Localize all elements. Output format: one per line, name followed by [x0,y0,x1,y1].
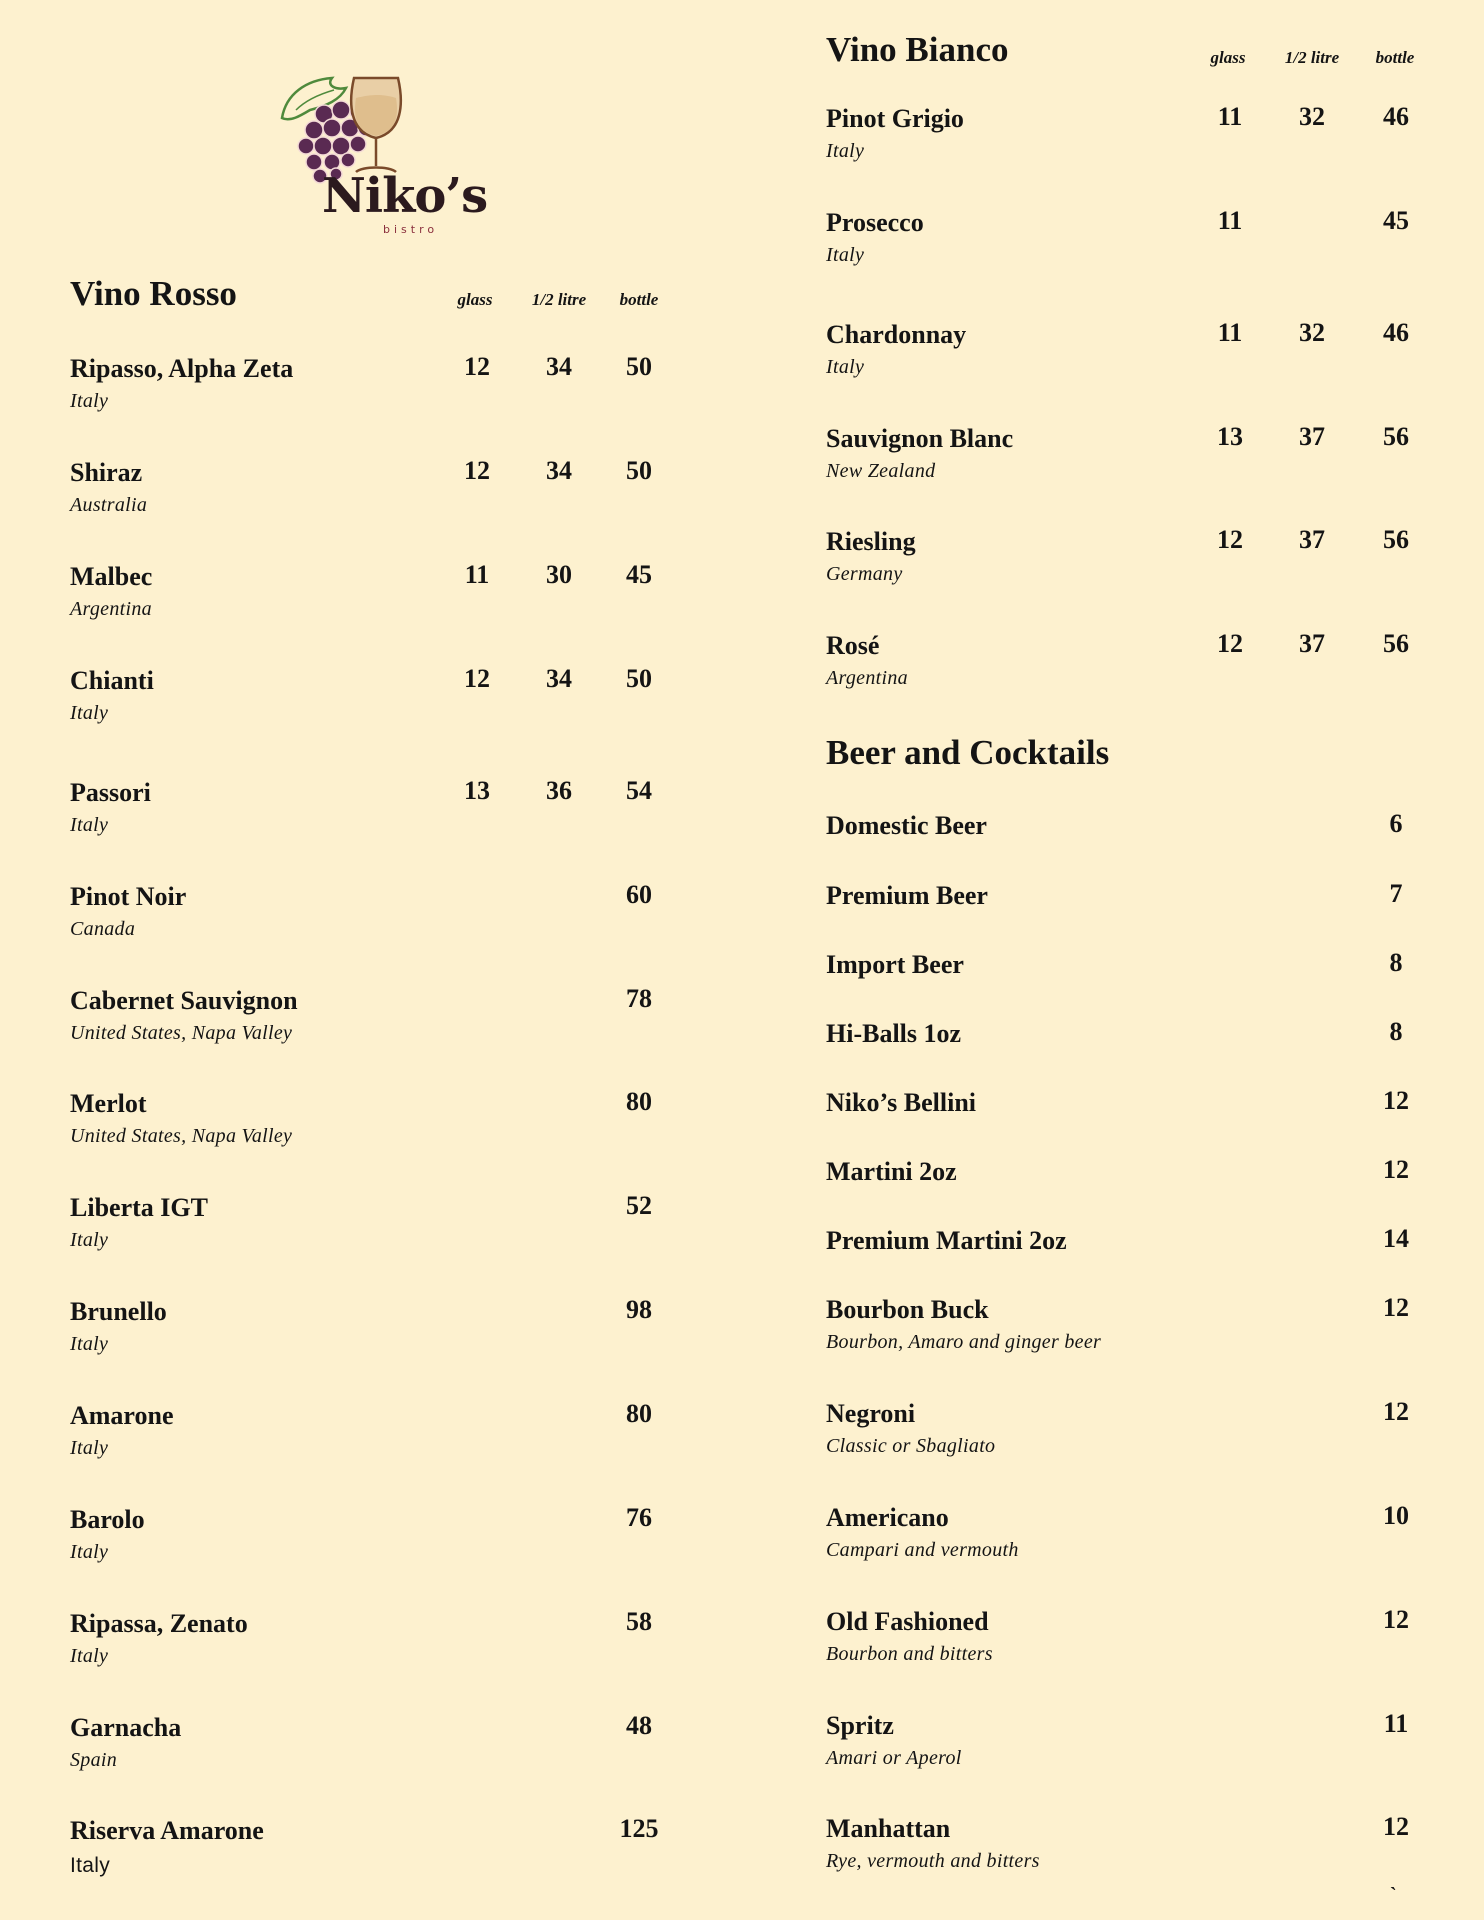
logo-subtitle: bistro [383,223,439,236]
price-bottle: 80 [626,1087,652,1116]
item-origin: Italy [70,1333,109,1355]
trailing-mark: ` [1390,1884,1397,1906]
price-bottle: 50 [626,664,652,693]
price-bottle: 54 [626,776,652,805]
item-description: Bourbon and bitters [826,1643,993,1665]
menu-item [826,950,1426,1030]
price-glass: 11 [464,560,490,589]
item-name: Amarone [70,1401,174,1430]
menu-item [826,811,1426,891]
price: 6 [1389,809,1403,838]
item-name: Pinot Grigio [826,104,964,133]
item-origin: Italy [70,702,109,724]
price-bottle: 76 [626,1503,652,1532]
price-glass: 12 [464,456,490,485]
item-name: Malbec [70,562,153,591]
price-bottle: 50 [626,352,652,381]
col-head-bottle: bottle [619,290,659,309]
item-name: Manhattan [826,1814,951,1843]
item-name: Chardonnay [826,320,967,349]
item-name: Barolo [70,1505,145,1534]
menu-item [826,1607,1426,1687]
price-bottle: 48 [626,1711,652,1740]
menu-item [826,104,1426,184]
price-half-litre: 37 [1299,629,1325,658]
menu-item [826,1226,1426,1306]
menu-item [70,1816,670,1896]
menu-item [826,1399,1426,1479]
col-head-glass: glass [457,290,493,309]
menu-item [70,562,670,642]
col-head-glass: glass [1210,48,1246,67]
item-name: Martini 2oz [826,1157,957,1186]
item-origin: Germany [826,563,903,585]
price-bottle: 50 [626,456,652,485]
price-bottle: 46 [1383,102,1409,131]
price-glass: 12 [464,664,490,693]
price-glass: 12 [1217,629,1243,658]
menu-item [70,1609,670,1689]
item-description: Amari or Aperol [826,1747,962,1769]
price: 12 [1383,1397,1409,1426]
section-title: Vino Bianco [826,30,1009,69]
item-name: Shiraz [70,458,143,487]
item-origin: Italy [70,1541,109,1563]
price-bottle: 58 [626,1607,652,1636]
item-name: Americano [826,1503,949,1532]
menu-item [826,1019,1426,1099]
col-head-half-litre: 1/2 litre [531,290,587,309]
menu-item [70,882,670,962]
price-half-litre: 32 [1299,102,1325,131]
price-half-litre: 30 [546,560,572,589]
price-bottle: 125 [619,1814,659,1843]
price-bottle: 56 [1383,525,1409,554]
item-origin: Spain [70,1749,118,1771]
item-name: Premium Martini 2oz [826,1226,1067,1255]
price-glass: 11 [1217,206,1243,235]
price: 10 [1383,1501,1409,1530]
col-head-bottle: bottle [1375,48,1415,67]
item-name: Bourbon Buck [826,1295,989,1324]
item-name: Spritz [826,1711,894,1740]
price-glass: 12 [464,352,490,381]
menu-item [70,1193,670,1273]
menu-item [70,458,670,538]
price-bottle: 98 [626,1295,652,1324]
menu-item [70,1297,670,1377]
price-bottle: 46 [1383,318,1409,347]
price-bottle: 78 [626,984,652,1013]
price-glass: 11 [1217,318,1243,347]
menu-item [826,424,1426,504]
item-origin: Italy [826,140,865,162]
item-name: Pinot Noir [70,882,187,911]
item-origin: Italy [826,356,865,378]
price: 8 [1389,1017,1403,1046]
price: 12 [1383,1086,1409,1115]
menu-item [826,1295,1426,1375]
item-name: Sauvignon Blanc [826,424,1014,453]
item-description: Rye, vermouth and bitters [826,1850,1040,1872]
item-name: Ripasso, Alpha Zeta [70,354,294,383]
menu-item [70,666,670,746]
menu-item [70,1713,670,1793]
item-name: Prosecco [826,208,924,237]
item-origin: Italy [70,814,109,836]
item-name: Rosé [826,631,880,660]
menu-item [826,1814,1426,1894]
logo-wordmark: Niko’s [322,168,488,224]
price: 12 [1383,1605,1409,1634]
bistro-logo [276,66,488,242]
item-name: Import Beer [826,950,964,979]
price-bottle: 80 [626,1399,652,1428]
item-name: Cabernet Sauvignon [70,986,298,1015]
menu-item [70,778,670,858]
price-half-litre: 37 [1299,422,1325,451]
menu-item [826,1157,1426,1237]
item-name: Hi-Balls 1oz [826,1019,962,1048]
menu-item [70,354,670,434]
item-name: Liberta IGT [70,1193,208,1222]
menu-item [826,320,1426,400]
item-name: Merlot [70,1089,147,1118]
item-name: Riserva Amarone [70,1816,264,1845]
menu-item [826,208,1426,288]
item-origin: Argentina [826,667,908,689]
price-half-litre: 32 [1299,318,1325,347]
price-half-litre: 34 [546,352,572,381]
price: 11 [1383,1709,1409,1738]
item-origin: Italy [826,244,865,266]
item-name: Premium Beer [826,881,988,910]
menu-item [70,986,670,1066]
item-name: Ripassa, Zenato [70,1609,248,1638]
price-glass: 12 [1217,525,1243,554]
item-name: Passori [70,778,151,807]
price: 7 [1389,879,1403,908]
price: 12 [1383,1812,1409,1841]
menu-item [826,1711,1426,1791]
price: 12 [1383,1293,1409,1322]
section-title: Beer and Cocktails [826,733,1110,772]
item-origin: Australia [70,494,148,516]
item-description: Classic or Sbagliato [826,1435,996,1457]
price-bottle: 45 [626,560,652,589]
item-description: Campari and vermouth [826,1539,1019,1561]
item-origin: United States, Napa Valley [70,1022,293,1044]
price-half-litre: 37 [1299,525,1325,554]
price-glass: 13 [464,776,490,805]
item-name: Negroni [826,1399,916,1428]
item-origin: Italy [70,1854,111,1877]
item-name: Domestic Beer [826,811,987,840]
item-description: Bourbon, Amaro and ginger beer [826,1331,1102,1353]
menu-item [70,1401,670,1481]
item-origin: Italy [70,1645,109,1667]
menu-item [826,631,1426,711]
price: 14 [1383,1224,1409,1253]
price-bottle: 45 [1383,206,1409,235]
item-name: Brunello [70,1297,167,1326]
menu-item [826,881,1426,961]
item-origin: Argentina [70,598,152,620]
item-origin: Italy [70,390,109,412]
section-title: Vino Rosso [70,274,237,313]
price: 8 [1389,948,1403,977]
price-bottle: 52 [626,1191,652,1220]
item-name: Chianti [70,666,154,695]
price-glass: 11 [1217,102,1243,131]
price-bottle: 56 [1383,422,1409,451]
menu-item [826,527,1426,607]
item-origin: Italy [70,1229,109,1251]
item-name: Niko’s Bellini [826,1088,977,1117]
item-name: Riesling [826,527,916,556]
menu-item [826,1503,1426,1583]
price-bottle: 60 [626,880,652,909]
item-name: Old Fashioned [826,1607,989,1636]
price-half-litre: 36 [546,776,572,805]
menu-item [826,1088,1426,1168]
col-head-half-litre: 1/2 litre [1284,48,1340,67]
price-glass: 13 [1217,422,1243,451]
item-origin: Italy [70,1437,109,1459]
price-bottle: 56 [1383,629,1409,658]
price-half-litre: 34 [546,456,572,485]
item-origin: United States, Napa Valley [70,1125,293,1147]
menu-item [70,1505,670,1585]
price-half-litre: 34 [546,664,572,693]
item-origin: New Zealand [826,460,936,482]
item-origin: Canada [70,918,136,940]
price: 12 [1383,1155,1409,1184]
menu-item [70,1089,670,1169]
item-name: Garnacha [70,1713,182,1742]
